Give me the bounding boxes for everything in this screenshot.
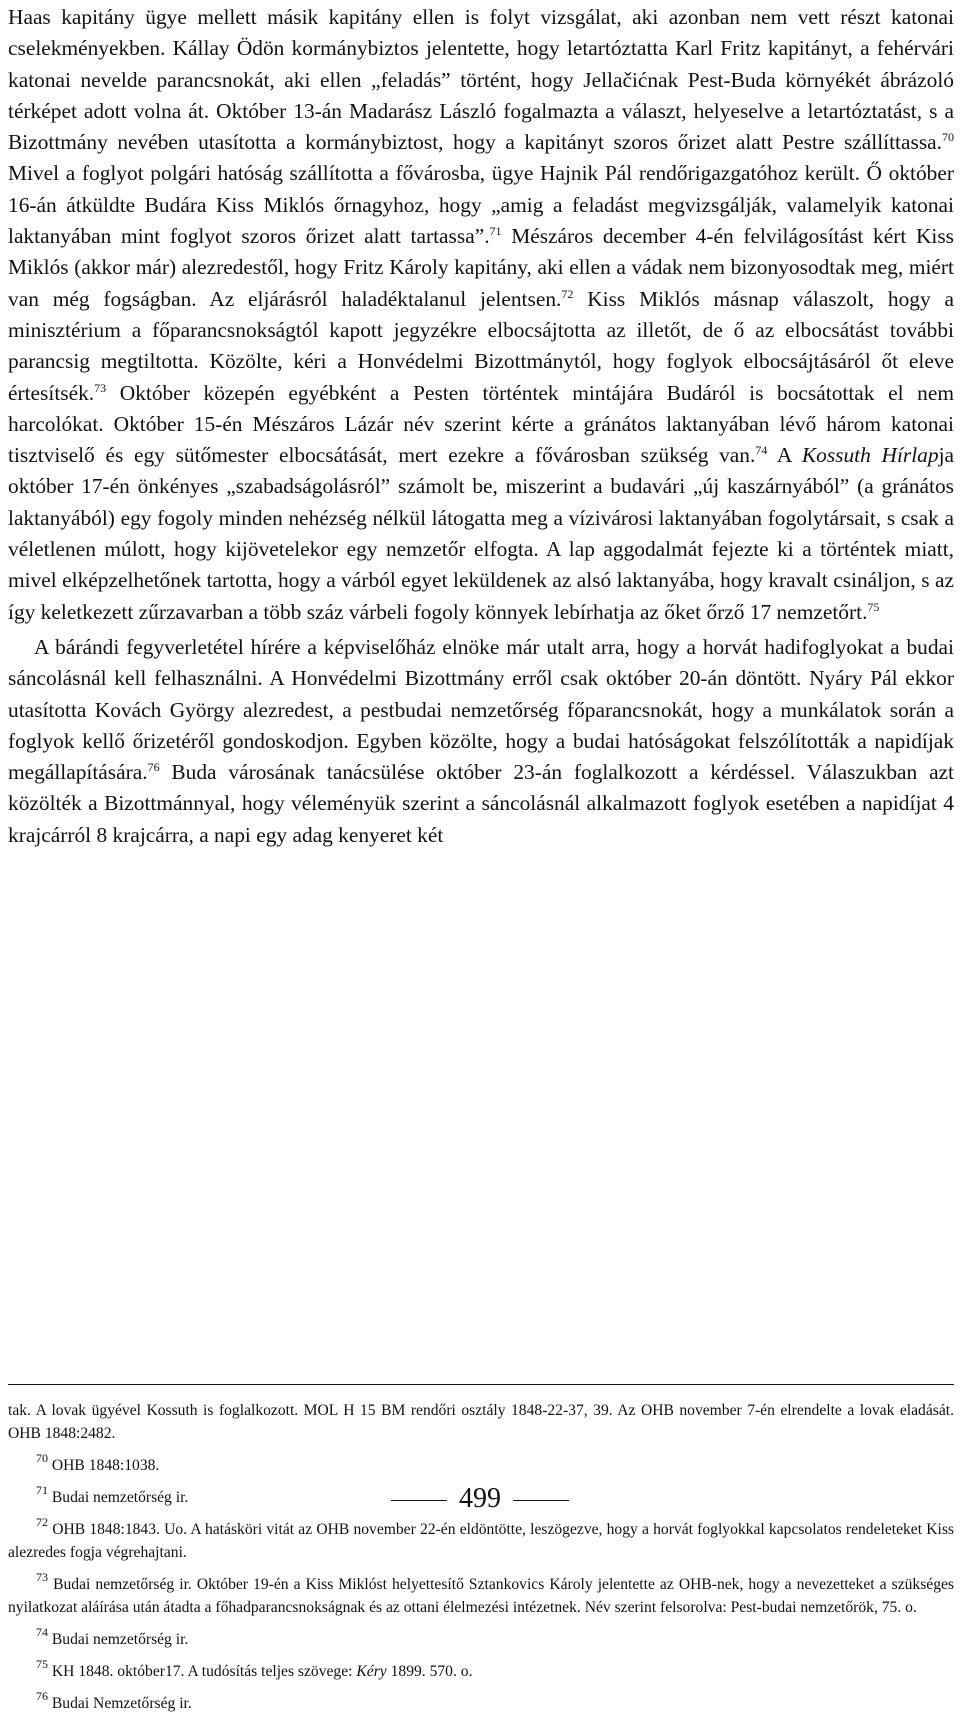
footnote-text: Budai nemzetőrség ir. Október 19-én a Kiss Miklóst helyettesítő Sztankovics Károly jelentette az OHB-nek, hogy a nevezetteket a szükséges nyilatkozat aláírása után átadta a főhadparancsnokságnak és az ottani élelmezési intézetnek. Név szerint felsorolva: Pest-budai nemzetőrök, 75. o. [8, 1576, 954, 1616]
footnote-text: Budai nemzetőrség ir. [51, 1489, 189, 1506]
paragraph-1-text: Mészáros december 4-én felvilágosítást kért Kiss Miklós (akkor már) alezredestől, hogy Fritz Károly kapitány, aki ellen a vádak nem bizonyosodtak meg, miért van még fogságban. Az eljárásról haladéktalanul jelentsen. [8, 224, 954, 311]
paragraph-1-text: A [767, 443, 802, 468]
footnote-number: 74 [36, 1625, 48, 1639]
paragraph-1-text: Október közepén egyébként a Pesten történtek mintájára Budáról is bocsátottak el nem harcolókat. Október 15-én Mészáros Lázár név szerint kérte a gránátos laktanyában lévő három katonai tisztviselő és egy sütőmester elbocsátását, mert ezekre a fővárosban szükség van. [8, 380, 954, 468]
footnote-72 [8, 1515, 954, 1564]
footnote-ref-75[interactable]: 75 [867, 599, 880, 614]
main-text [8, 2, 954, 851]
footnote-73 [8, 1570, 954, 1619]
footnotes [8, 1399, 954, 1715]
paragraph-2-text: Buda városának tanácsülése október 23-án foglalkozott a kérdéssel. Válaszukban azt közölték a Bizottmánnyal, hogy véleményük szerint a sáncolásnál alkalmazott foglyok esetében a napidíjat 4 krajcárról 8 krajcárra, a napi egy adag kenyeret két [8, 760, 954, 847]
footnote-text: Budai nemzetőrség ir. [51, 1631, 189, 1648]
author-name: Kéry [356, 1663, 387, 1680]
footnote-separator [8, 1384, 954, 1385]
paragraph-1 [8, 2, 954, 628]
dash-right [513, 1500, 569, 1501]
footnote-number: 76 [36, 1689, 48, 1703]
footnote-number: 73 [36, 1570, 48, 1584]
footnote-text: OHB 1848:1038. [51, 1457, 160, 1474]
footnote-text: 1899. 570. o. [386, 1663, 473, 1680]
footnote-76 [8, 1689, 954, 1715]
footnote-text: KH 1848. október17. A tudósítás teljes szövege: [51, 1663, 357, 1680]
footnote-number: 71 [36, 1483, 48, 1497]
footnote-text: OHB 1848:1843. Uo. A hatásköri vitát az OHB november 22-én eldöntötte, leszögezve, hogy a horvát foglyokkal kapcsolatos rendeleteket Kiss alezredes fogja végrehajtani. [8, 1521, 954, 1561]
footnote-number: 72 [36, 1515, 48, 1529]
footnote-continuation: tak. A lovak ügyével Kossuth is foglalkozott. MOL H 15 BM rendőri osztály 1848-22-37, 39. Az OHB november 7-én elrendelte a lovak eladását. OHB 1848:2482. [8, 1402, 954, 1442]
footnote-ref-73[interactable]: 73 [94, 380, 107, 395]
footnote-ref-74[interactable]: 74 [755, 443, 768, 458]
dash-left [391, 1500, 447, 1501]
page-number-line [0, 1484, 960, 1514]
paragraph-1-text: Kiss Miklós másnap válaszolt, hogy a minisztérium a főparancsnokságtól kapott jegyzékre elbocsájtotta az illetőt, de ő az elbocsátást további parancsig megtiltotta. Közölte, kéri a Honvédelmi Bizottmánytól, hogy foglyok elbocsájtásáról őt eleve értesítsék. [8, 286, 954, 405]
newspaper-title: Kossuth Hírlap [801, 443, 939, 468]
paragraph-1-text: Haas kapitány ügye mellett másik kapitány ellen is folyt vizsgálat, aki azonban nem vett részt katonai cselekményekben. Kállay Ödön kormánybiztos jelentette, hogy letartóztatta Karl Fritz kapitányt, a fehérvári katonai nevelde parancsnokát, aki ellen „feladás” történt, hogy Jellačićnak Pest-Buda környékét ábrázoló térképet adott volna át. Október 13-án Madarász László fogalmazta a választ, helyeselve a letartóztatást, s a Bizottmány nevében utasította a kormánybiztost, hogy a kapitányt szoros őrizet alatt Pestre szállíttassa. [8, 5, 954, 155]
footnote-ref-71[interactable]: 71 [489, 224, 502, 239]
footnote-ref-76[interactable]: 76 [147, 760, 160, 775]
footnote-number: 75 [36, 1657, 48, 1671]
footnote-74 [8, 1625, 954, 1651]
footnote-number: 70 [36, 1451, 48, 1465]
footnote-70 [8, 1451, 954, 1477]
paragraph-2-text: A bárándi fegyverletétel hírére a képviselőház elnöke már utalt arra, hogy a horvát hadifoglyokat a budai sáncolásnál kell felhasználni. A Honvédelmi Bizottmány erről csak október 20-án döntött. Nyáry Pál ekkor utasította Kovách György alezredest, a pestbudai nemzetőrség főparancsnokát, hogy a munkálatok során a foglyok kellő őrizetéről gondoskodjon. Egyben közölte, hogy a budai hatóságokat felszólították a napidíjak megállapítására. [8, 634, 954, 785]
page-number: 499 [459, 1483, 501, 1514]
footnote-75 [8, 1657, 954, 1683]
paragraph-1-text: Mivel a foglyot polgári hatóság szállította a fővárosba, ügye Hajnik Pál rendőrigazgatóhoz került. Ő október 16-án átküldte Budára Kiss Miklós őrnagyhoz, hogy „amig a feladást megvizsgálják, valamelyik katonai laktanyában mint foglyot szoros őrizet alatt tartassa”. [8, 161, 954, 249]
paragraph-1-text: ja október 17-én önkényes „szabadságolásról” számolt be, miszerint a budavári „új kaszárnyából” (a gránátos laktanyából) egy fogoly minden nehézség nélkül látogatta meg a vízivárosi laktanyában fogolytársait, s csak a véletlenen múlott, hogy kijövetelekor egy nemzetőr elfogta. A lap aggodalmát fejezte ki a történtek miatt, mivel elképzelhetőnek tartotta, hogy a várból egyet leküldenek az alsó laktanyába, hogy kravalt csináljon, s az így keletkezett zűrzavarban a több száz várbeli fogoly könnyek lebírhatja az őket őrző 17 nemzetőrt. [8, 443, 954, 624]
footnote-ref-72[interactable]: 72 [561, 286, 574, 301]
paragraph-2 [8, 632, 954, 851]
footnote-ref-70[interactable]: 70 [942, 130, 954, 145]
footnote-text: Budai Nemzetőrség ir. [51, 1695, 192, 1712]
